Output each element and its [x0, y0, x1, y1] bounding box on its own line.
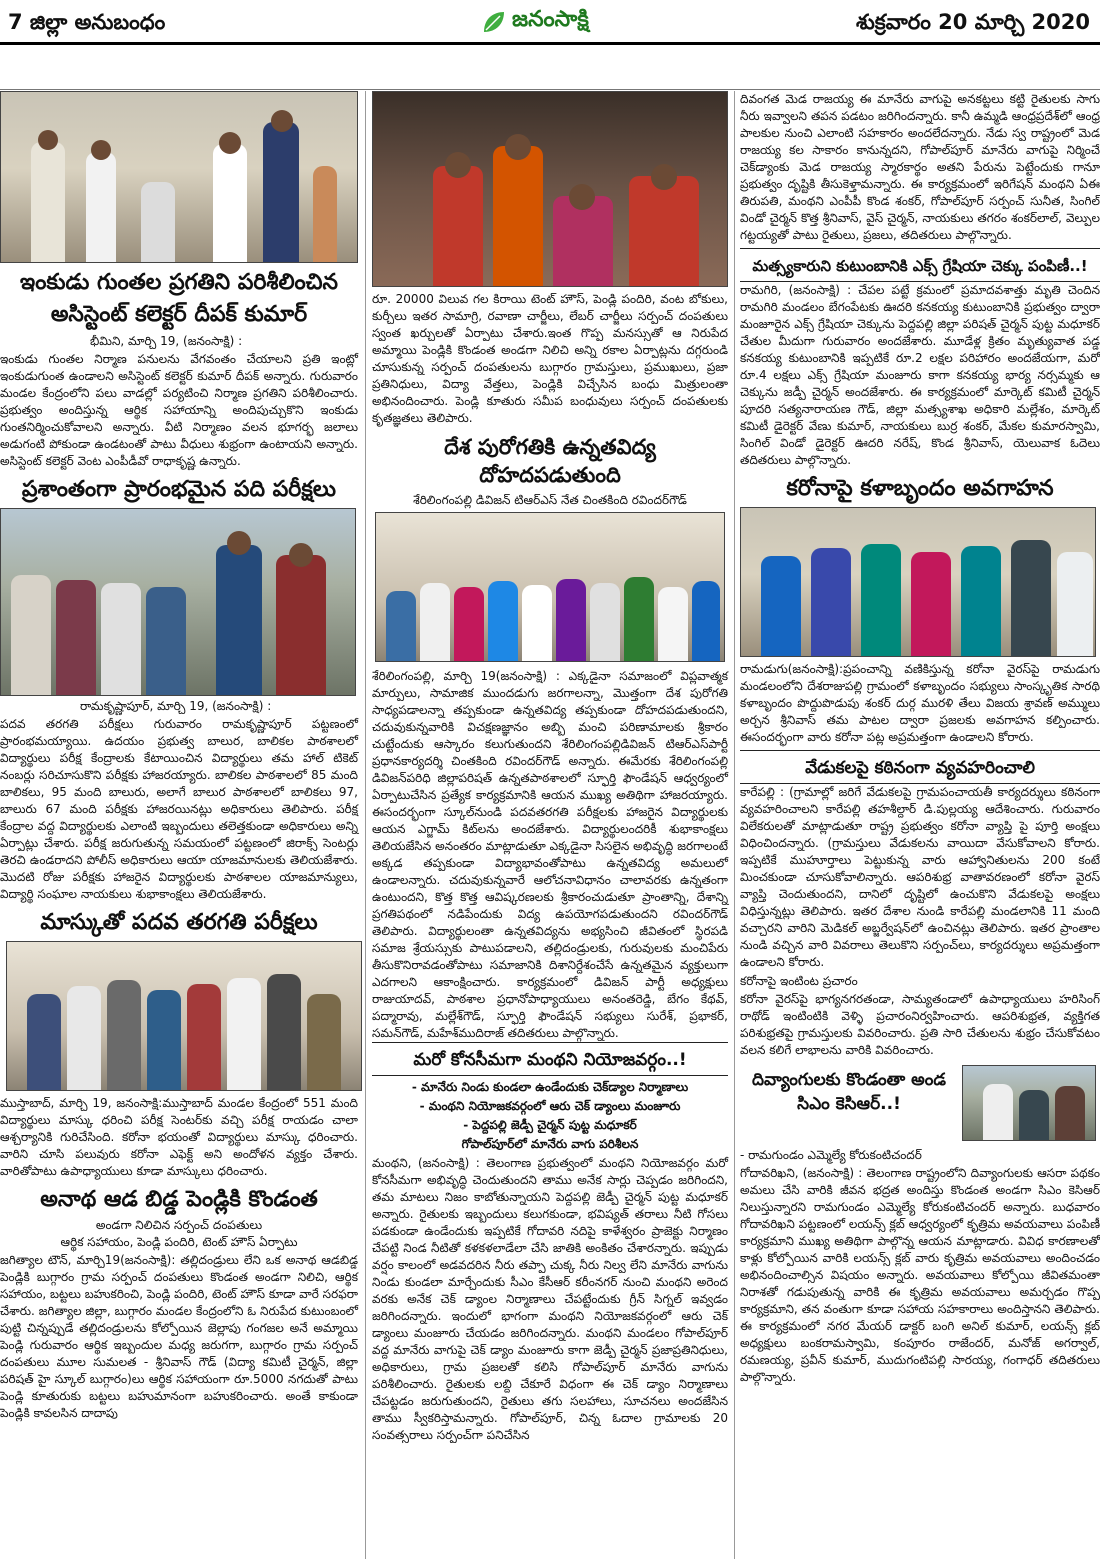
headline-divyang-line1: దివ్యాంగులకు కొండంతా అండ	[752, 1070, 946, 1090]
article-body-continued: దివంగత మెడ రాజయ్య ఈ మానేరు వాగుపై అనకట్టలు కట్టి రైతులకు సాగు నీరు ఇవ్వాలని తపన పడటం జరిగిందన్నారు. కానీ ఉమ్మడి ఆంధ్రప్రదేశ్‌లో ఆంధ్ర పాలకుల నుంచి ఎలాంటి సహకారం అందలేదన్నారు. నేడు స్వ రాష్ట్రంలో మెడ రాజయ్య కల సాకారం కానున్నదని, గోపాల్‌పూర్ మానేరు వాగుపై నిర్మించే చెక్‌డ్యాంకు మెడ రాజయ్య స్మారకార్థం అతని పేరును పెట్టేందుకు గానూ ప్రభుత్వం దృష్టికి తీసుకెళ్తామన్నారు. ఈ కార్యక్రమంలో ఇరిగేషన్ మంథని ఏఈ తిరుపతి, మంథని ఎంపీపీ కొండ శంకర్, గోపాల్‌పూర్ సర్పంచ్ సునీత, సింగిల్ విండో చైర్మన్ కొత్త శ్రీనివాస్, వైస్ చైర్మన్, నాయకులు తగరం శంకర్‌లాల్, వెల్పుల గట్టయ్యతో పాటు రైతులు, ప్రజలు, తదితరులు పాల్గొన్నారు.	[740, 92, 1100, 242]
article-body: మంథని, (జనంసాక్షి) : తెలంగాణ ప్రభుత్వంలో మంథని నియోజవర్గం మరో కోనసీమగా అభివృద్ధి చెందుతుందని తాము అనేక సార్లు చెప్పడం జరిగిందని, తమ మాటలు నిజం కాబోతున్నాయని పెద్దపల్లి జెడ్పీ చైర్మన్ పుట్ట మధూకర్ అన్నారు. రైతులకు ఇబ్బందులు కలుగకుండా, భవిష్యత్ తరాలు నీటి గోసలు పడకుండా ఉండేందుకు ఇప్పటికే గోదావరి నదిపై కాళేశ్వరం ప్రాజెక్టు నిర్మాణం చేపట్టి నిండ నీటితో కళకళలాడేలా చేసి జాతికి అంకితం చేశారన్నారు. ఇప్పుడు వర్షం కాలంలో అడవదరిన నీరు తప్పా చుక్క నీరు నిల్వ లేని మానేరు వాగును నిండు కుండలా మార్చేందుకు సీఎం కేసీఆర్ కరీంనగర్ నుంచి మంథని అరెంద వరకు అనేక చెక్ డ్యాంల నిర్మాణాలు చేపట్టేందుకు గ్రీన్ సిగ్నల్ ఇవ్వడం జరిగిందన్నారు. ఇందులో భాగంగా మంథని నియోజకవర్గంలో ఆరు చెక్ డ్యాంలు మంజూరు చేయడం జరిగిందన్నారు. మంథని మండలం గోపాల్‌పూర్ వద్ద మానేరు వాగుపై చెక్ డ్యాం మంజూరు కాగా జెడ్పీ చైర్మన్ ప్రజాప్రతినిధులు, అధికారులు, గ్రామ ప్రజలతో కలిసి గోపాల్‌పూర్ మానేరు వాగును పరిశీలించారు. రైతులకు లబ్ది చేకూరే విధంగా ఈ చెక్ డ్యాం నిర్మాణాలు చేపట్టడం జరుగుతుందని, రైతులు తగు సలహాలు, సూచనలు అందజేసిన తాము స్వీకరిస్తామన్నారు. గోపాల్‌పూర్, చిన్న ఓదాల గ్రామాలకు 20 సంవత్సరాలు సర్పంచ్‌గా పనిచేసిన	[372, 1156, 728, 1442]
masthead-title: జనంసాక్షి	[512, 7, 589, 32]
page-number-section: 7 జిల్లా అనుబంధం	[8, 10, 166, 34]
headline-orphan-wedding: అనాథ ఆడ బిడ్డ పెండ్లికి కొండంత	[40, 1187, 318, 1212]
article-body: శేరిలింగంపల్లి, మార్చి 19(జనంసాక్షి) : ఎక్కడైనా సమాజంలో విప్లవాత్మక మార్పులు, సామాజిక ముందడుగు జరగాలన్నా, మొత్తంగా దేశ పురోగతి సాధ్యపడాలన్నా తప్పకుండా ఉన్నతవిద్య తప్పకుండా దోహదపడుతుందని, చదువుకున్నవారికి విచక్షణజ్ఞానం అబ్బి మంచి పరిణామాలకు శ్రీకారం చుట్టేందుకు ఆస్కారం కలుగుతుందని శేరిలింగంపల్లిడివిజన్ టిఆర్‌ఎస్‌పార్టీ ప్రధానకార్యదర్శి చింతకింది రవిందర్‌గౌడ్ అన్నారు. ఈమేరకు శేరిలింగంపల్లి డివిజన్‌పరిధి జిల్లాపరిషత్ ఉన్నతపాఠశాలలో స్ఫూర్తి ఫౌండేషన్ ఆధ్వర్యంలో ఏర్పాటుచేసిన ప్రత్యేక కార్యక్రమానికి ఆయన ముఖ్య అతిథిగా హాజరయ్యారు. ఈసందర్భంగా స్కూల్‌నుండి పదవతరగతి పరీక్షలకు హాజరైన విద్యార్థులకు ఆయన ఎగ్జామ్ కిట్‌లను అందజేశారు. విద్యార్థులందరికీ శుభాకాంక్షలు తెలియజేసిన అనంతరం మాట్లాడుతూ ఎక్కడైనా సిసలైన అభివృద్ధి జరగాలంటే అక్కడ తప్పకుండా విద్యాభావంతోపాటు ఉన్నతవిద్య అమలులో ఉండాలన్నారు. చదువుకున్నవారే ఆలోచనావిధానం చాలావరకు ఉన్నతంగా ఉంటుందని, కొత్త కొత్త ఆవిష్కరణలకు శ్రీకారంచుడుతూ ప్రాంతాన్ని, దేశాన్ని ప్రగతిపథంలో నడిపేందుకు విద్య ఉపయోగపడుతుందని రవిందర్‌గౌడ్ తెలిపారు. విద్యార్థులంతా ఉన్నతవిద్యను అభ్యసించి జీవితంలో స్థిరపడి సమాజ శ్రేయస్సుకు పాటుపడాలని, తల్లిదండ్రులకు, గురువులకు మంచిపేరు తీసుకొనిరావడంతోపాటు సమాజానికి దిశానిర్దేశంచేసే ఉన్నతమైన వ్యక్తులుగా ఎదగాలని ఆకాంక్షించారు. కార్యక్రమంలో డివిజన్ పార్టీ అధ్యక్షులు రాజుయాదవ్, పాఠశాల ప్రధానోపాధ్యాయులు అనంతరెడ్డి, బేగం కేథవ్, పద్మారావు, మల్లేశ్‌గౌడ్, స్ఫూర్తి ఫౌండేషన్ సభ్యులు సురేశ్, ప్రభాకర్, సమన్‌గౌడ్, మహేశ్‌ముదిరాజ్ తదితరులు పాల్గొన్నారు.	[372, 669, 728, 1040]
photo-students-exam-center	[0, 508, 356, 696]
column-divider	[734, 91, 735, 1559]
headline-fisherman-exgratia: మత్స్యకారుని కుటుంబానికి ఎక్స్ గ్రేషియా చెక్కు పంపిణీ..!	[752, 257, 1088, 275]
subheadline: అండగా నిలిచిన సర్పంచ్ దంపతులు	[95, 1218, 263, 1232]
column-3	[740, 91, 1100, 1386]
column-divider	[365, 91, 366, 1559]
article-body: రామగిరి, (జనంసాక్షి) : చేపల పట్టే క్రమంలో ప్రమాదవశాత్తు మృతి చెందిన రామగిరి మండలం బేగంపేటకు ఊదరి కనకయ్య కుటుంబానికి ప్రభుత్వం ద్వారా మంజూరైన ఎక్స్ గ్రేషియా చెక్కును పెద్దపల్లి జిల్లా పరిషత్ చైర్మన్ పుట్ట మధూకర్ చేతుల మీదుగా గురువారం అందజేశారు. మూడేళ్ల క్రితం మృత్యువాత పడ్డ కనకయ్య కుటుంబానికి ఇప్పటికే రూ.2 లక్షల పరిహారం అందజేయగా, మరో రూ.4 లక్షలు ఎక్స్ గ్రేషియా మంజూరు కాగా కనకయ్య భార్య నర్సమ్మకు ఆ చెక్కును జడ్పీ చైర్మన్ అందజేశారు. ఈ కార్యక్రమంలో మార్కెట్ కమిటీ చైర్మన్ పూదరి సత్యనారాయణ గౌడ్, జిల్లా మత్స్యశాఖ అధికారి మల్లేశం, మార్కెట్ కమిటీ డైరెక్టర్ వేణు కుమార్, నాయకులు బుర్ర శంకర్, మేకల కుమారస్వామి, సింగిల్ విండో డైరెక్టర్ ఊదరి నరేష్, కొండ శ్రీనివాస్, యెలువాక ఓదెలు తదితరులు పాల్గొన్నారు.	[740, 283, 1100, 467]
subheadline: శేరిలింగంపల్లి డివిజన్ టిఆర్‌ఎస్ నేత చింతకింది రవిందర్‌గౌడ్	[413, 493, 687, 507]
article-body: గోదావరిఖని, (జనంసాక్షి) : తెలంగాణ రాష్ట్రంలోని దివ్యాంగులకు ఆసరా పథకం అమలు చేసి వారికి జీవన భద్రత అందిస్తు కొండంత అండగా సిఎం కెసిఆర్ నిలుస్తున్నారని రామగుండం ఎమ్మెల్యే కోరుకంటిచందర్ అన్నారు. బుధవారం గోదావరిఖని పట్టణంలో లయన్స్ క్లబ్ ఆధ్వర్యంలో కృత్రిమ అవయవాలు పంపిణీ కార్యక్రమాని ముఖ్య అతిథిగా పాల్గొన్న ఆయన మాట్లాడారు. వివిధ కారణాలతో కాళ్లు కోల్పోయిన వారికి లయన్స్ క్లబ్ వారు కృత్రిమ అవయవాలు అందించడం అభినందించాల్సిన విషయం అన్నారు. అవయవాలు కోల్పోయి జీవితమంతా నిరాశతో గడుపుతున్న వారికి ఈ కృత్రిమ అవయవాలు అమర్చడం గొప్ప కార్యక్రమాని, తన వంతుగా కూడా సహాయ సహకారాలు అందిస్తానని తెలిపారు. ఈ కార్యక్రమంలో నగర మేయర్ డాక్టర్ బంగి అనిల్ కుమార్, లయన్స్ క్లబ్ అధ్యక్షులు బంకరామస్వామి, కంపూరం రాజేందర్, మనోజ్ అగర్వాల్, రమణయ్య, ప్రవీన్ కుమార్, ముదుగంటిపల్లి సారయ్య, గంగాధర్ తదితరులు పాల్గొన్నారు.	[740, 1166, 1100, 1384]
column-2	[372, 91, 728, 1444]
issue-date: శుక్రవారం 20 మార్చి 2020	[855, 10, 1090, 34]
photo-collector-inspection	[0, 91, 358, 263]
article-body: కారేపల్లి : (గ్రామాల్లో జరిగే వేడుకలపై గ్రామపంచాయతీ కార్యదర్శులు కఠినంగా వ్యవహరించాలని కారేపల్లి తహశీల్దార్ డి.పుల్లయ్య ఆదేశించారు. గురువారం విలేకరులతో మాట్లాడుతూ రాష్ట్ర ప్రభుత్వం కరోనా వ్యాప్తి పై పూర్తి అంక్షలు విధించిందన్నారు. (గ్రామస్తులు వేడుకలను వాయిదా వేసుకోవాలని కోరారు. ఇప్పటికే ముహూర్తాలు పెట్టుకున్న వారు ఆహ్వానితులను 200 కంటే మించకుండా చూసుకోవాలిన్నారు. ఆపరిశుభ్ర వాతావరణంలో కరోనా వైరస్ వ్యాప్తి చెందుతుందని, దానిలో దృష్టిలో ఉంచుకొని వేడుకలపై అంక్షలు విధిస్తున్నట్లు తెలిపారు. ఇతర దేశాల నుండి కారేపల్లి మండలానికి 11 మంది వచ్చారని వారిని మెడికల్ అబ్జర్వేషన్‌లో ఉంచినట్లు తెలిపారు. ఇతర ప్రాంతాల నుండి వచ్చిన వారి వివరాలు తెలుకొని సర్పంచ్‌లు, కార్యదర్శులు అప్రమత్తంగా ఉండాలని కోరారు.	[740, 785, 1100, 969]
bullet-point: - మంథని నియోజకవర్గంలో ఆరు చెక్ డ్యాంలు మంజూరు	[419, 1099, 681, 1113]
article-body: ఇంకుడు గుంతల నిర్మాణ పనులను వేగవంతం చేయాలని ప్రతి ఇంట్లో ఇంకుడుగుంత ఉండాలని అసిస్టెంట్ కలెక్టర్ కుమార్ దీపక్ అన్నారు. గురువారం మండల కేంద్రంలోని పలు వాడల్లో పర్యటించి నిర్మాణ ప్రగతిని పరిశీలించారు. ప్రభుత్వం అందిస్తున్న ఆర్థిక సహాయాన్ని అందిపుచ్చుకొని ఇంకుడు గుంతనిర్మించుకోవాలని అన్నారు. వీటి నిర్మాణం వలన భూగర్భ జలాలు అడుగంటి పోకుండా ఉండటంతో పాటు వీధులు శుభ్రంగా ఉంటాయని అన్నారు. అసిస్టెంట్ కలెక్టర్ వెంట ఎంపీడీవో రాధాకృష్ణ ఉన్నారు.	[0, 352, 358, 468]
headline-ink-pits-line1: ఇంకుడు గుంతల ప్రగతిని పరిశీలించిన	[20, 270, 338, 295]
photo-artists-troupe	[740, 507, 1096, 657]
bullet-point: - మానేరు నిండు కుండలా ఉండేందుకు చెక్‌డ్యాల నిర్మాణాలు	[411, 1080, 689, 1094]
byline: - రామగుండం ఎమ్మెల్యే కోరుకంటిచందర్	[740, 1148, 922, 1162]
headline-divyang-line2: సిఎం కెసిఆర్..!	[797, 1094, 901, 1114]
leaf-logo-icon	[480, 8, 508, 36]
dateline: రామకృష్ణాపూర్, మార్చి 19, (జనంసాక్షి) :	[80, 699, 272, 713]
article-body: పదవ తరగతి పరీక్షలు గురువారం రామకృష్ణాపూర్ పట్టణంలో ప్రారంభమయ్యాయి. ఉదయం ప్రభుత్వ బాలుర, బాలికల పాఠశాలలో విద్యార్థులు పరీక్ష కేంద్రాలకు కేటాయించిన విద్యార్థులు తమ హాల్ టికెట్ నంబర్లు సరిచూసుకొని పరీక్షకు హాజరయ్యారు. బాలికల పాఠశాలలో 85 మంది బాలికలు, 95 మంది బాలురు, అలాగే బాలుర పాఠశాలలో బాలికలు 97, బాలురు 67 మంది పరీక్షకు హాజరయినట్లు అధికారులు తెలిపారు. పరీక్ష కేంద్రాల వద్ద విద్యార్థులకు ఎలాంటి ఇబ్బందులు తలెత్తకుండా అధికారులు అన్ని ఏర్పాట్లు చేశారు. పరీక్ష జరుగుతున్న సమయంలో పట్టణంలో జిరాక్స్ సెంటర్లు తెరచి ఉండరాదని పోలీస్ అధికారులు ఆయా యాజమానులకు తెలియజేశారు. మొదటి రోజు పరీక్షకు హాజరైన విద్యార్థులకు పాఠశాలల యాజమాన్యులు, విద్యార్థి సంఘాల నాయకులు శుభాకాంక్షలు తెలియజేశారు.	[0, 717, 358, 901]
headline-exams-start: ప్రశాంతంగా ప్రారంభమైన పది పరీక్షలు	[21, 477, 337, 502]
page-header	[0, 0, 1100, 44]
divyang-headline-block	[740, 1065, 1100, 1145]
headline-box	[740, 750, 1100, 784]
header-rule	[0, 42, 1100, 45]
photo-students-exam-kits	[375, 512, 725, 662]
bullet-point: గోపాల్‌పూర్‌లో మానేరు వాగు పరిశీలన	[461, 1137, 639, 1151]
headline-box	[740, 248, 1100, 282]
article-body: కరోనా వైరస్‌పై భాగ్యనగరతండా, సామ్యతండాలో ఉపాధ్యాయులు హరిసింగ్ రాథోడ్ ఇంటింటికి వెళ్ళి ప్రచారంనిర్వహించారు. ఆపరిశుభ్రత, వ్యక్తిగత పరిశుభ్రతపై గ్రామస్తులకు వివరించారు. ప్రతి సారి చేతులను శుభ్రం చేసుకోవటం వలన కలిగే లాభాలను వారికి వివరించారు.	[740, 992, 1100, 1057]
subheadline: ఆర్థిక సహాయం, పెండ్లి పందిరి, టెంట్ హౌస్ ఏర్పాటు	[60, 1235, 298, 1249]
photo-wedding-couple	[372, 91, 728, 287]
headline-ink-pits-line2: అసిస్టెంట్ కలెక్టర్ దీపక్ కుమార్	[50, 302, 308, 327]
headline-strict-on-celebrations: వేడుకలపై కఠినంగా వ్యవహరించాలి	[805, 758, 1035, 778]
article-body-continued: రూ. 20000 విలువ గల కిరాయి టెంట్ హౌస్, పెండ్లి పందిరి, వంట బోకులు, కుర్చీలు ఇతర సామాగ్రి, రవాణా చార్జీలు, లేబర్ చార్జీలు సర్పంచ్ దంపతులు స్వంత ఖర్చులతో ఏర్పాటు చేశారు.ఇంత గొప్ప మనస్సుతో ఆ నిరుపేద అమ్మాయి పెండ్లికి కొండంత అండగా నిలిచి అన్ని రకాల ఏర్పాట్లను దగ్గరుండి చూసుకున్న సర్పంచ్ దంపతులను బుగ్గారం గ్రామస్తులు, ప్రముఖులు, ప్రజా ప్రతినిధులు, విద్యా వేత్తలు, పెండ్లికి విచ్చేసిన బంధు మిత్రులంతా అభినందించారు. పెండ్లి కూతురు సమీప బంధువులు సర్పంచ్ దంపతులకు కృతజ్ఞతలు తెలిపారు.	[372, 292, 728, 425]
photo-students-with-masks	[6, 941, 362, 1091]
headline-mask-exams: మాస్కుతో పదవ తరగతి పరీక్షలు	[40, 910, 318, 935]
dateline: భీమిని, మార్చి 19, (జనంసాక్షి) :	[90, 334, 243, 348]
masthead-logo	[480, 5, 589, 39]
article-body: జగిత్యాల టౌన్, మార్చి19(జనంసాక్షి): తల్లిదండ్రులు లేని ఒక అనాథ ఆడబిడ్డ పెండ్లికి బుగ్గారం గ్రామ సర్పంచ్ దంపతులు కొండంత అండగా నిలిచి, ఆర్థిక సహాయం, బట్టలు బహుకరించి, పెండ్లి పందిరి, టెంట్ హౌస్ కూడా వారే సరఫరా చేశారు. జగిత్యాల జిల్లా, బుగ్గారం మండల కేంద్రంలోని ఓ నిరుపేద కుటుంబంలో పుట్టి చిన్నప్పుడే తల్లిదండ్రులను కోల్పోయిన జెల్లాపు గంగజల అనే అమ్మాయి పెండ్లి గురువారం ఆర్థిక ఇబ్బందుల మధ్య జరుగగా, బుగ్గారం గ్రామ సర్పంచ్ దంపతులు మూల సుమలత - శ్రీనివాస్ గౌడ్ (విద్యా కమిటీ చైర్మన్, జిల్లా పరిషత్ హై స్కూల్ బుగ్గారం)లు ఆర్థిక సహాయంగా రూ.5000 నగదుతో పాటు పెండ్లి కూతురుకు బట్టలు బహుమానంగా బహుకరించారు. అంతే కాకుండా పెండ్లికి కావలసిన దాదాపు	[0, 1253, 358, 1420]
article-body: ముస్తాబాద్, మార్చి 19, జనంసాక్షి:ముస్తాబాద్ మండల కేంద్రంలో 551 మంది విద్యార్థులు మాస్కు ధరించి పరీక్ష సెంటర్‌కు వచ్చి పరీక్ష రాయడం చాలా ఆశ్చర్యానికి గురిచేసింది. కరోనా భయంతో విద్యార్థులు మాస్కు ధరించారు. వారిని చూసి పలువురు కరోనా ఎఫెక్ట్ అని అందోళన వ్యక్తం చేశారు. వారితోపాటు ఉపాధ్యాయులు కూడా మాస్కులు ధరించారు.	[0, 1096, 358, 1178]
column-1	[0, 91, 358, 1422]
sub-section-title: కరోనాపై ఇంటింట ప్రచారం	[740, 974, 858, 988]
headline-corona-awareness: కరోనాపై కళాబృందం అవగాహన	[786, 476, 1054, 501]
headline-box	[372, 1042, 728, 1076]
article-body: రామడుగు(జనంసాక్షి):ప్రపంచాన్ని వణికిస్తున్న కరోనా వైరస్‌పై రామడుగు మండలంలోని దేశరాజుపల్లి గ్రామంలో కళాబృందం సభ్యులు సాంస్కృతిక సారథి కళాబృందం పొద్దుపొడుపు శంకర్ దుర్గ మురళి తేలు విజయ శ్రావణ్ అమ్ములు అర్చన శ్రీనివాస్ తమ పాటల ద్వారా ప్రజలకు అవగాహన కల్పించారు. ఈసందర్భంగా వారు కరోనా పట్ల అప్రమత్తంగా ఉండాలని కోరారు.	[740, 662, 1100, 744]
bullet-point: - పెద్దపల్లి జెడ్పీ చైర్మన్ పుట్ట మధూకర్	[463, 1118, 637, 1132]
header-rule-thin	[0, 89, 1100, 90]
headline-manthani-konaseema: మరో కోనసీమగా మంథని నియోజవర్గం..!	[413, 1050, 687, 1070]
photo-mla-event	[962, 1065, 1096, 1141]
headline-higher-education: దేశ పురోగతికి ఉన్నతవిద్య దోహదపడుతుంది	[444, 435, 656, 487]
